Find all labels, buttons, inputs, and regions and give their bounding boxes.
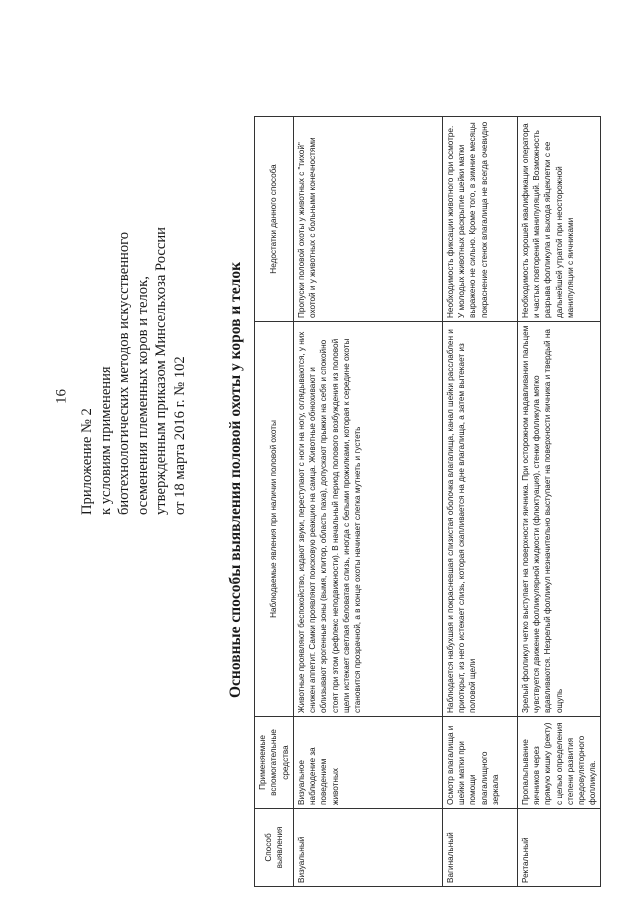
appendix-line: к условиям применения — [97, 366, 114, 515]
signs-cell: Наблюдается набухшая и покрасневшая слизистая оболочка влагалища, канал шейки расслаблен и приоткрыт, из него истекает слизь, которая скапливается на дне влагалища, а затем вытекает из половой щели — [443, 322, 518, 717]
signs-cell: Зрелый фолликул четко выступает на поверхности яичника. При осторожном надавливании пальцем чувствуется движение фолликулярной жидкости (флюктуация), стенки фолликула мягко вдавливаются. Незрелый фолликул незначительно выступает на поверхности яичника и твердый на ощупь — [518, 322, 601, 717]
header-signs: Наблюдаемые явления при наличии половой охоты — [255, 322, 294, 717]
method-cell: Ректальный — [518, 809, 601, 887]
appendix-line: Приложение № 2 — [79, 408, 95, 515]
header-method: Способ выявления — [255, 809, 294, 887]
table-row — [294, 117, 443, 887]
header-drawbacks: Недостатки данного способа — [255, 117, 294, 322]
methods-table — [254, 116, 601, 887]
drawbacks-cell: Необходимость хорошей квалификации оператора и частых повторений манипуляций. Возможность разрыва фолликула и выхода яйцеклетки с ее дальнейшей утратой при неосторожной манипуляции с яичниками — [518, 117, 601, 322]
aids-cell: Пропальпывание яичников через прямую кишку (ректу) с целью определения степени развития предовуляторного фолликула. — [518, 717, 601, 809]
aids-cell: Осмотр влагалища и шейки матки при помощи влагалищного зеркала — [443, 717, 518, 809]
appendix-line: от 18 марта 2016 г. № 102 — [171, 356, 188, 515]
table-row — [518, 117, 601, 887]
method-cell: Визуальный — [294, 809, 443, 887]
appendix-line: осеменения племенных коров и телок, — [134, 276, 151, 515]
page-number: 16 — [53, 389, 70, 404]
signs-cell: Животные проявляют беспокойство, издают звуки, переступают с ноги на ногу, оглядываются, у них снижен аппетит. Самки проявляют поисковую реакцию на самца. Животные обнюхивают и облизывают эрогенные зоны (вымя, клитор, область паха), допускают прыжки на себя и спокойно стоят при этом (рефлекс неподвижности). В начальный период полового возбуждения из половой щели истекает светлая беловатая слизь, иногда с белыми прожилками, которая к середине охоты становится прозрачной, а в конце охоты начинает слегка мутнеть и густеть — [294, 322, 443, 717]
table-header-row — [255, 117, 294, 887]
document-title: Основные способы выявления половой охоты у коров и телок — [227, 261, 244, 699]
appendix-line: биотехнологических методов искусственного — [116, 231, 132, 515]
drawbacks-cell: Пропуски половой охоты у животных с "тихой" охотой и у животных с больными конечностями — [294, 117, 443, 322]
header-aids: Применяемые вспомогательные средства — [255, 717, 294, 809]
method-cell: Вагинальный — [443, 809, 518, 887]
appendix-block — [78, 55, 189, 515]
drawbacks-cell: Необходимость фиксации животного при осмотре. У молодых животных раскрытие шейки матки выражено не сильно. Кроме того, в зимние месяцы покраснение стенок влагалища не всегда очевидно — [443, 117, 518, 322]
aids-cell: Визуальное наблюдение за поведением животных — [294, 717, 443, 809]
table-row — [443, 117, 518, 887]
appendix-line: утвержденным приказом Минсельхоза России — [153, 227, 169, 515]
rotated-page-content — [70, 55, 598, 905]
